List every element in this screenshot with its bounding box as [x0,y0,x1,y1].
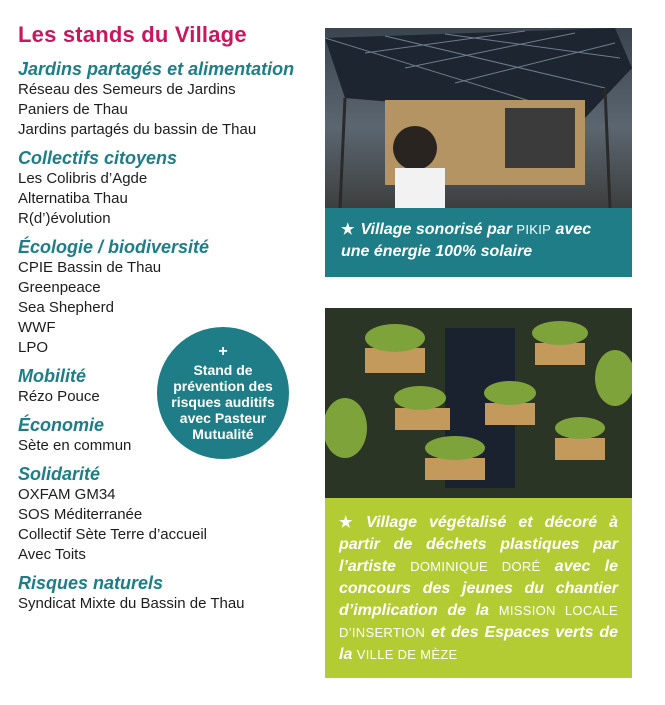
stand-item: CPIE Bassin de Thau [18,259,162,276]
stand-item: R(d’)évolution [18,210,111,227]
stand-list [18,22,318,621]
badge-text: Stand de prévention des risques auditifs avec Pasteur Mutualité [171,361,275,442]
prevention-badge [157,327,289,459]
stand-item: Collectif Sète Terre d’accueil [18,526,207,543]
stand-item: LPO [18,339,49,356]
stand-item: SOS Méditerranée [18,506,143,523]
stand-item: Avec Toits [18,546,86,563]
stand-item: OXFAM GM34 [18,486,116,503]
stand-item: Syndicat Mixte du Bassin de Thau [18,595,245,612]
category-heading: Solidarité [18,464,101,484]
category-block [18,463,318,565]
stand-item: Rézo Pouce [18,388,100,405]
category-block [18,58,318,140]
green-wall-photo [325,308,632,498]
stand-item: Sète en commun [18,437,132,454]
category-heading: Économie [18,415,105,435]
stand-item: Paniers de Thau [18,101,128,118]
category-heading: Mobilité [18,366,86,386]
category-heading: Jardins partagés et alimentation [18,59,295,79]
caption-green: ★ Village végétalisé et décoré à partir de déchets plastiques par l’artiste DOMINIQUE DORÉ avec le concours des jeunes du chantier d’implication de la MISSION LOCALE D’INSERTION et des Espaces verts de la VILLE DE MÈZE [325,498,632,678]
stand-item: Réseau des Semeurs de Jardins [18,81,236,98]
caption-solar: ★ Village sonorisé par PIKIP avec une énergie 100% solaire [325,208,632,277]
category-block [18,572,318,614]
stand-item: Jardins partagés du bassin de Thau [18,121,257,138]
stand-item: Greenpeace [18,279,101,296]
category-heading: Risques naturels [18,573,164,593]
solar-sound-photo [325,28,632,208]
star-icon: ★ [341,221,355,238]
section-title: Les stands du Village [18,22,247,47]
plant-wall-illustration [325,308,632,498]
stand-item: Alternatiba Thau [18,190,128,207]
star-icon: ★ [339,514,361,531]
category-heading: Collectifs citoyens [18,148,178,168]
plus-icon: + [218,342,228,360]
solar-panel-illustration [325,28,632,208]
category-heading: Écologie / biodiversité [18,237,210,257]
stand-item: Les Colibris d’Agde [18,170,148,187]
stand-item: WWF [18,319,56,336]
category-block [18,147,318,229]
category-block [18,236,318,358]
stand-item: Sea Shepherd [18,299,114,316]
category-list [18,58,318,614]
